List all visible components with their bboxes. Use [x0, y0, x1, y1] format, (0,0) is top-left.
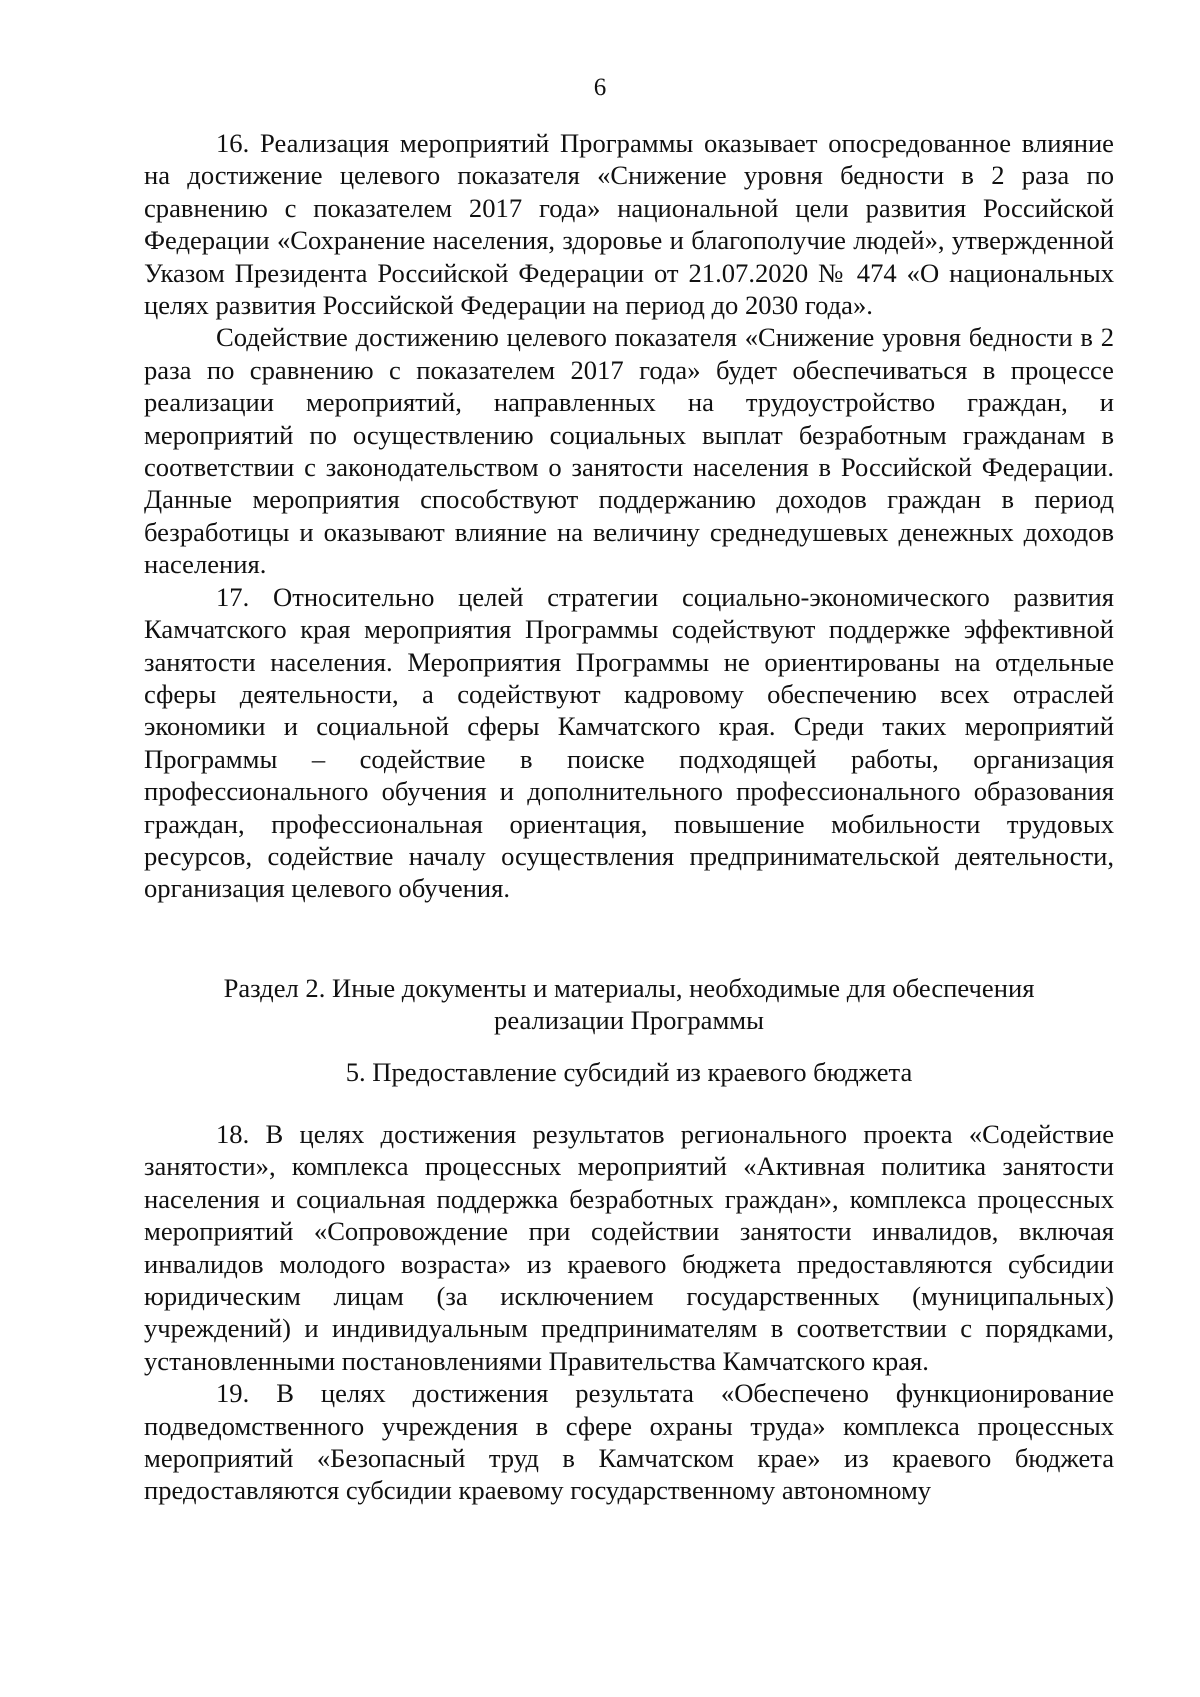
paragraph-19: 19. В целях достижения результата «Обеспечено функционирование подведомственного учреждения в сфере охраны труда» комплекса процессных мероприятий «Безопасный труд в Камчатском крае» из краевого бюджета предоставляются субсидии краевому государственному автономному [144, 1378, 1114, 1506]
paragraph-18: 18. В целях достижения результатов регионального проекта «Содействие занятости», комплекса процессных мероприятий «Активная политика занятости населения и социальная поддержка безработных граждан», комплекса процессных мероприятий «Сопровождение при содействии занятости инвалидов, включая инвалидов молодого возраста» из краевого бюджета предоставляются субсидии юридическим лицам (за исключением государственных (муниципальных) учреждений) и индивидуальным предпринимателям в соответствии с порядками, установленными постановлениями Правительства Камчатского края. [144, 1119, 1114, 1376]
paragraph-16: 16. Реализация мероприятий Программы оказывает опосредованное влияние на достижение целевого показателя «Снижение уровня бедности в 2 раза по сравнению с показателем 2017 года» национальной цели развития Российской Федерации «Сохранение населения, здоровье и благополучие людей», утвержденной Указом Президента Российской Федерации от 21.07.2020 № 474 «О национальных целях развития Российской Федерации на период до 2030 года». [144, 128, 1114, 321]
paragraph-16-continuation: Содействие достижению целевого показателя «Снижение уровня бедности в 2 раза по сравнению с показателем 2017 года» будет обеспечиваться в процессе реализации мероприятий, направленных на трудоустройство граждан, и мероприятий по осуществлению социальных выплат безработным гражданам в соответствии с законодательством о занятости населения в Российской Федерации. Данные мероприятия способствуют поддержанию доходов граждан в период безработицы и оказывают влияние на величину среднедушевых денежных доходов населения. [144, 322, 1114, 580]
page-number: 6 [593, 74, 607, 101]
section-heading-line1: Раздел 2. Иные документы и материалы, необходимые для обеспечения [223, 973, 1035, 1003]
section-heading-line2: реализации Программы [494, 1005, 764, 1036]
subsection-heading-text: 5. Предоставление субсидий из краевого бюджета [345, 1057, 913, 1087]
body-text-part1 [144, 127, 1114, 905]
paragraph-17: 17. Относительно целей стратегии социально-экономического развития Камчатского края мероприятия Программы содействуют поддержке эффективной занятости населения. Мероприятия Программы не ориентированы на отдельные сферы деятельности, а содействуют кадровому обеспечению всех отраслей экономики и социальной сферы Камчатского края. Среди таких мероприятий Программы – содействие в поиске подходящей работы, организация профессионального обучения и дополнительного профессионального образования граждан, профессиональная ориентация, повышение мобильности трудовых ресурсов, содействие началу осуществления предпринимательской деятельности, организация целевого обучения. [144, 581, 1114, 904]
body-text-part2 [144, 1118, 1114, 1507]
section-heading [144, 972, 1114, 1037]
subsection-heading [144, 1056, 1114, 1088]
